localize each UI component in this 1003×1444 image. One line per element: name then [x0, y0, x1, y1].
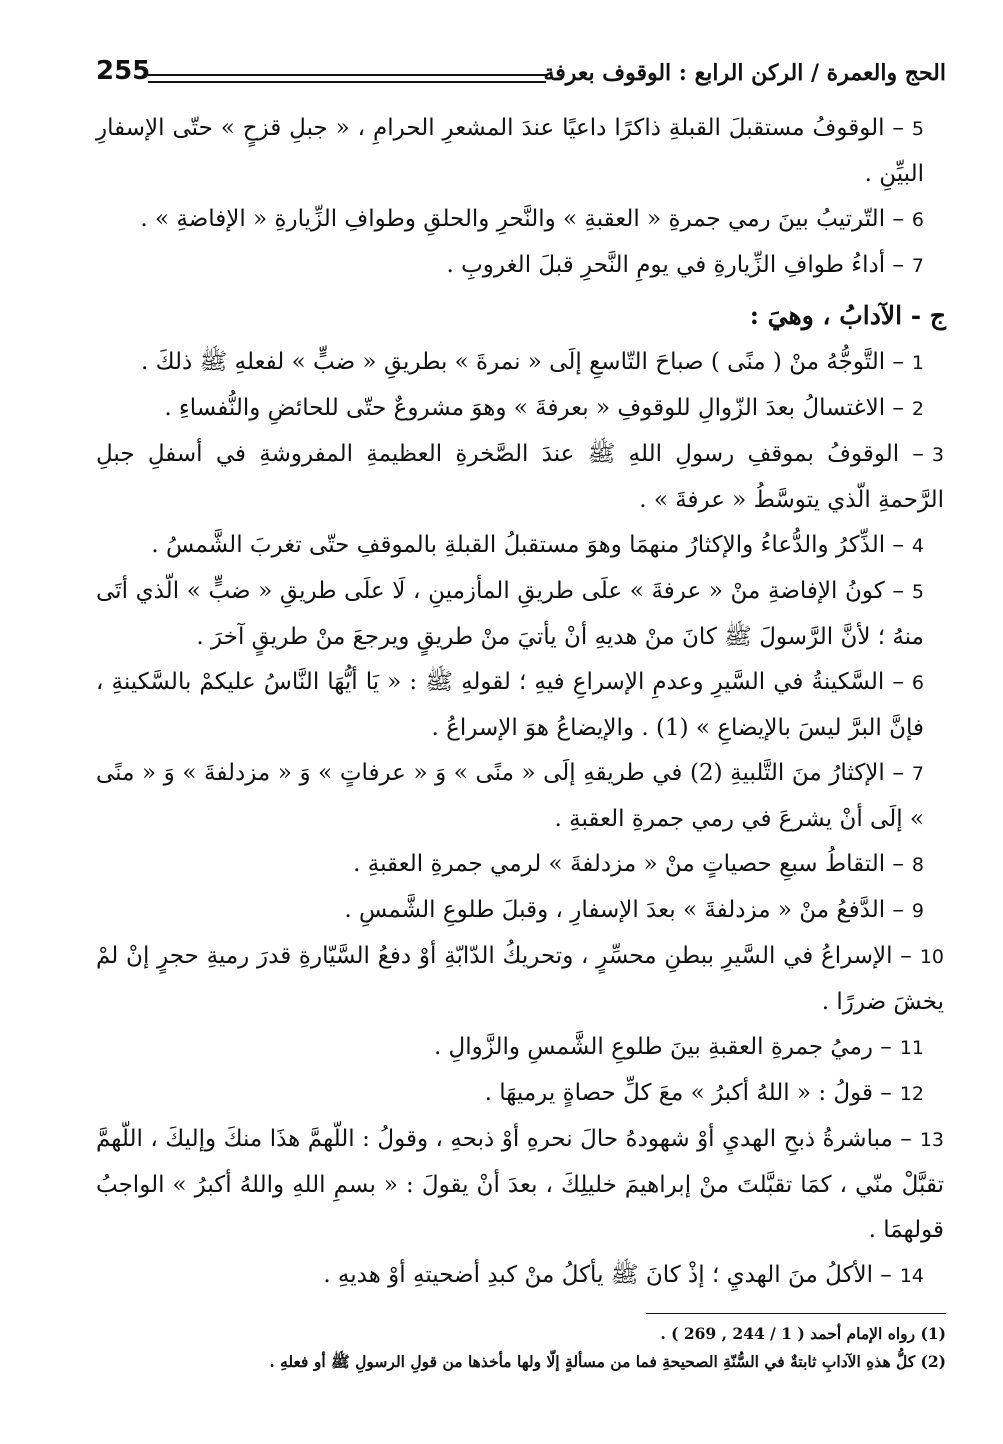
footnotes	[96, 1320, 946, 1376]
item-number: 7	[911, 255, 924, 277]
item-text: – الإسراعُ في السَّيرِ ببطنِ محسِّرٍ ، وتحريكُ الدّابّةِ أوْ دفعُ السَّيّارةِ قدرَ رميةِ حجرٍ إنْ لمْ يخشَ ضررًا .	[96, 943, 944, 1015]
list-item	[96, 106, 946, 197]
list-item	[96, 888, 946, 934]
item-number: 12	[899, 1083, 924, 1105]
list-item	[96, 569, 946, 660]
item-text: – التّرتيبُ بينَ رمي جمرةِ « العقبةِ » والنَّحرِ والحلقِ وطوافِ الزِّيارةِ « الإفاضةِ » .	[140, 206, 904, 232]
item-number: 5	[911, 118, 924, 140]
item-text: – السَّكينةُ في السَّيرِ وعدمِ الإسراعِ فيهِ ؛ لقولهِ ﷺ : « يَا أيُّهَا النَّاسُ عليكمْ بالسَّكينةِ ، فإنَّ البرَّ ليسَ بالإيضاعِ » (1) . والإيضاعُ هوَ الإسراعُ .	[96, 669, 924, 741]
page-header	[96, 56, 946, 106]
item-text: – الوقوفُ مستقبلَ القبلةِ ذاكرًا داعيًا عندَ المشعرِ الحرامِ ، « جبلِ قزحٍ » حتّى الإسفارِ البيِّنِ .	[96, 115, 924, 187]
item-text: – كونُ الإفاضةِ منْ « عرفةَ » علَى طريقِ المأزمينِ ، لَا علَى طريقِ « ضبٍّ » الّذي أتَى منهُ ؛ لأنَّ الرَّسولَ ﷺ كانَ منْ هديهِ أنْ يأتيَ منْ طريقٍ ويرجعَ منْ طريقٍ آخرَ .	[96, 578, 924, 650]
list-item	[96, 432, 946, 523]
list-item	[96, 523, 946, 569]
item-number: 4	[911, 535, 924, 557]
list-item	[96, 1025, 946, 1071]
section-heading: ج - الآدابُ ، وهيَ :	[749, 301, 946, 330]
item-text: – التَّوجُّهُ منْ ( منًى ) صباحَ التّاسعِ إلَى « نمرةَ » بطريقِ « ضبٍّ » لفعلهِ ﷺ ذلكَ .	[140, 349, 904, 375]
item-number: 1	[911, 352, 924, 374]
list-item	[96, 751, 946, 842]
item-number: 6	[911, 672, 924, 694]
item-text: – الذِّكرُ والدُّعاءُ والإكثارُ منهمَا وهوَ مستقبلُ القبلةِ بالموقفِ حتّى تغربَ الشَّمسُ .	[151, 532, 904, 558]
list-item	[96, 386, 946, 432]
list-item	[96, 340, 946, 386]
item-number: 14	[899, 1265, 924, 1287]
item-text: – الاغتسالُ بعدَ الزّوالِ للوقوفِ « بعرفةَ » وهوَ مشروعٌ حتّى للحائضِ والنُّفساءِ .	[164, 395, 904, 421]
item-text: – مباشرةُ ذبحِ الهديِ أوْ شهودهُ حالَ نحرهِ أوْ ذبحهِ ، وقولُ : اللّهمَّ هذَا منكَ وإليكَ ، اللّهمَّ تقبَّلْ منّي ، كمَا تقبَّلتَ منْ إبراهيمَ خليلِكَ ، بعدَ أنْ يقولَ : « بسمِ اللهِ واللهُ أكبرُ » الواجبُ قولهمَا .	[96, 1126, 944, 1243]
footnote: (1) رواه الإمام أحمد ( 1 / 244 , 269 ) .	[660, 1324, 946, 1343]
item-number: 5	[911, 581, 924, 603]
list-item	[96, 1253, 946, 1299]
item-text: – الوقوفُ بموقفِ رسولِ اللهِ ﷺ عندَ الصَّخرةِ العظيمةِ المفروشةِ في أسفلِ جبلِ الرَّحمةِ الّذي يتوسَّطُ « عرفةَ » .	[96, 441, 944, 513]
list-item	[96, 660, 946, 751]
item-number: 2	[911, 398, 924, 420]
item-text: – الإكثارُ منَ التَّلبيةِ (2) في طريقهِ إلَى « منًى » وَ « عرفاتٍ » وَ « مزدلفةَ » وَ « منًى » إلَى أنْ يشرعَ في رمي جمرةِ العقبةِ .	[96, 760, 924, 832]
list-item	[96, 197, 946, 243]
list-item	[96, 934, 946, 1025]
item-number: 13	[919, 1129, 944, 1151]
item-text: – أداءُ طوافِ الزِّيارةِ في يومِ النَّحرِ قبلَ الغروبِ .	[446, 252, 904, 278]
running-title: الحج والعمرة / الركن الرابع : الوقوف بعرفة	[543, 60, 946, 86]
item-text: – الدَّفعُ منْ « مزدلفةَ » بعدَ الإسفارِ ، وقبلَ طلوعِ الشَّمسِ .	[344, 897, 904, 923]
item-number: 8	[911, 854, 924, 876]
item-number: 10	[919, 946, 944, 968]
header-rule	[148, 74, 546, 83]
item-number: 9	[911, 900, 924, 922]
document-page	[96, 56, 946, 1376]
footnote: (2) كلُّ هذهِ الآدابِ ثابتةٌ في السُّنّةِ الصحيحةِ فما من مسألةٍ إلّا ولها مأخذها من قولِ الرسولِ ﷺ أو فعلهِ .	[269, 1352, 946, 1371]
list-item	[96, 842, 946, 888]
item-text: – الأكلُ منَ الهديِ ؛ إذْ كانَ ﷺ يأكلُ منْ كبدِ أضحيتهِ أوْ هديهِ .	[323, 1262, 892, 1288]
item-text: – التقاطُ سبعِ حصياتٍ منْ « مزدلفةَ » لرمي جمرةِ العقبةِ .	[353, 851, 904, 877]
page-number: 255	[96, 56, 151, 86]
list-item	[96, 1117, 946, 1253]
item-number: 11	[899, 1037, 924, 1059]
item-number: 6	[911, 209, 924, 231]
item-number: 7	[911, 763, 924, 785]
list-item	[96, 243, 946, 289]
list-item	[96, 1071, 946, 1117]
item-text: – رميُ جمرةِ العقبةِ بينَ طلوعِ الشَّمسِ والزَّوالِ .	[433, 1034, 892, 1060]
item-number: 3	[931, 444, 944, 466]
footnote-divider	[646, 1313, 946, 1314]
item-text: – قولُ : « اللهُ أكبرُ » معَ كلِّ حصاةٍ يرميهَا .	[484, 1080, 892, 1106]
main-text	[96, 106, 946, 1299]
